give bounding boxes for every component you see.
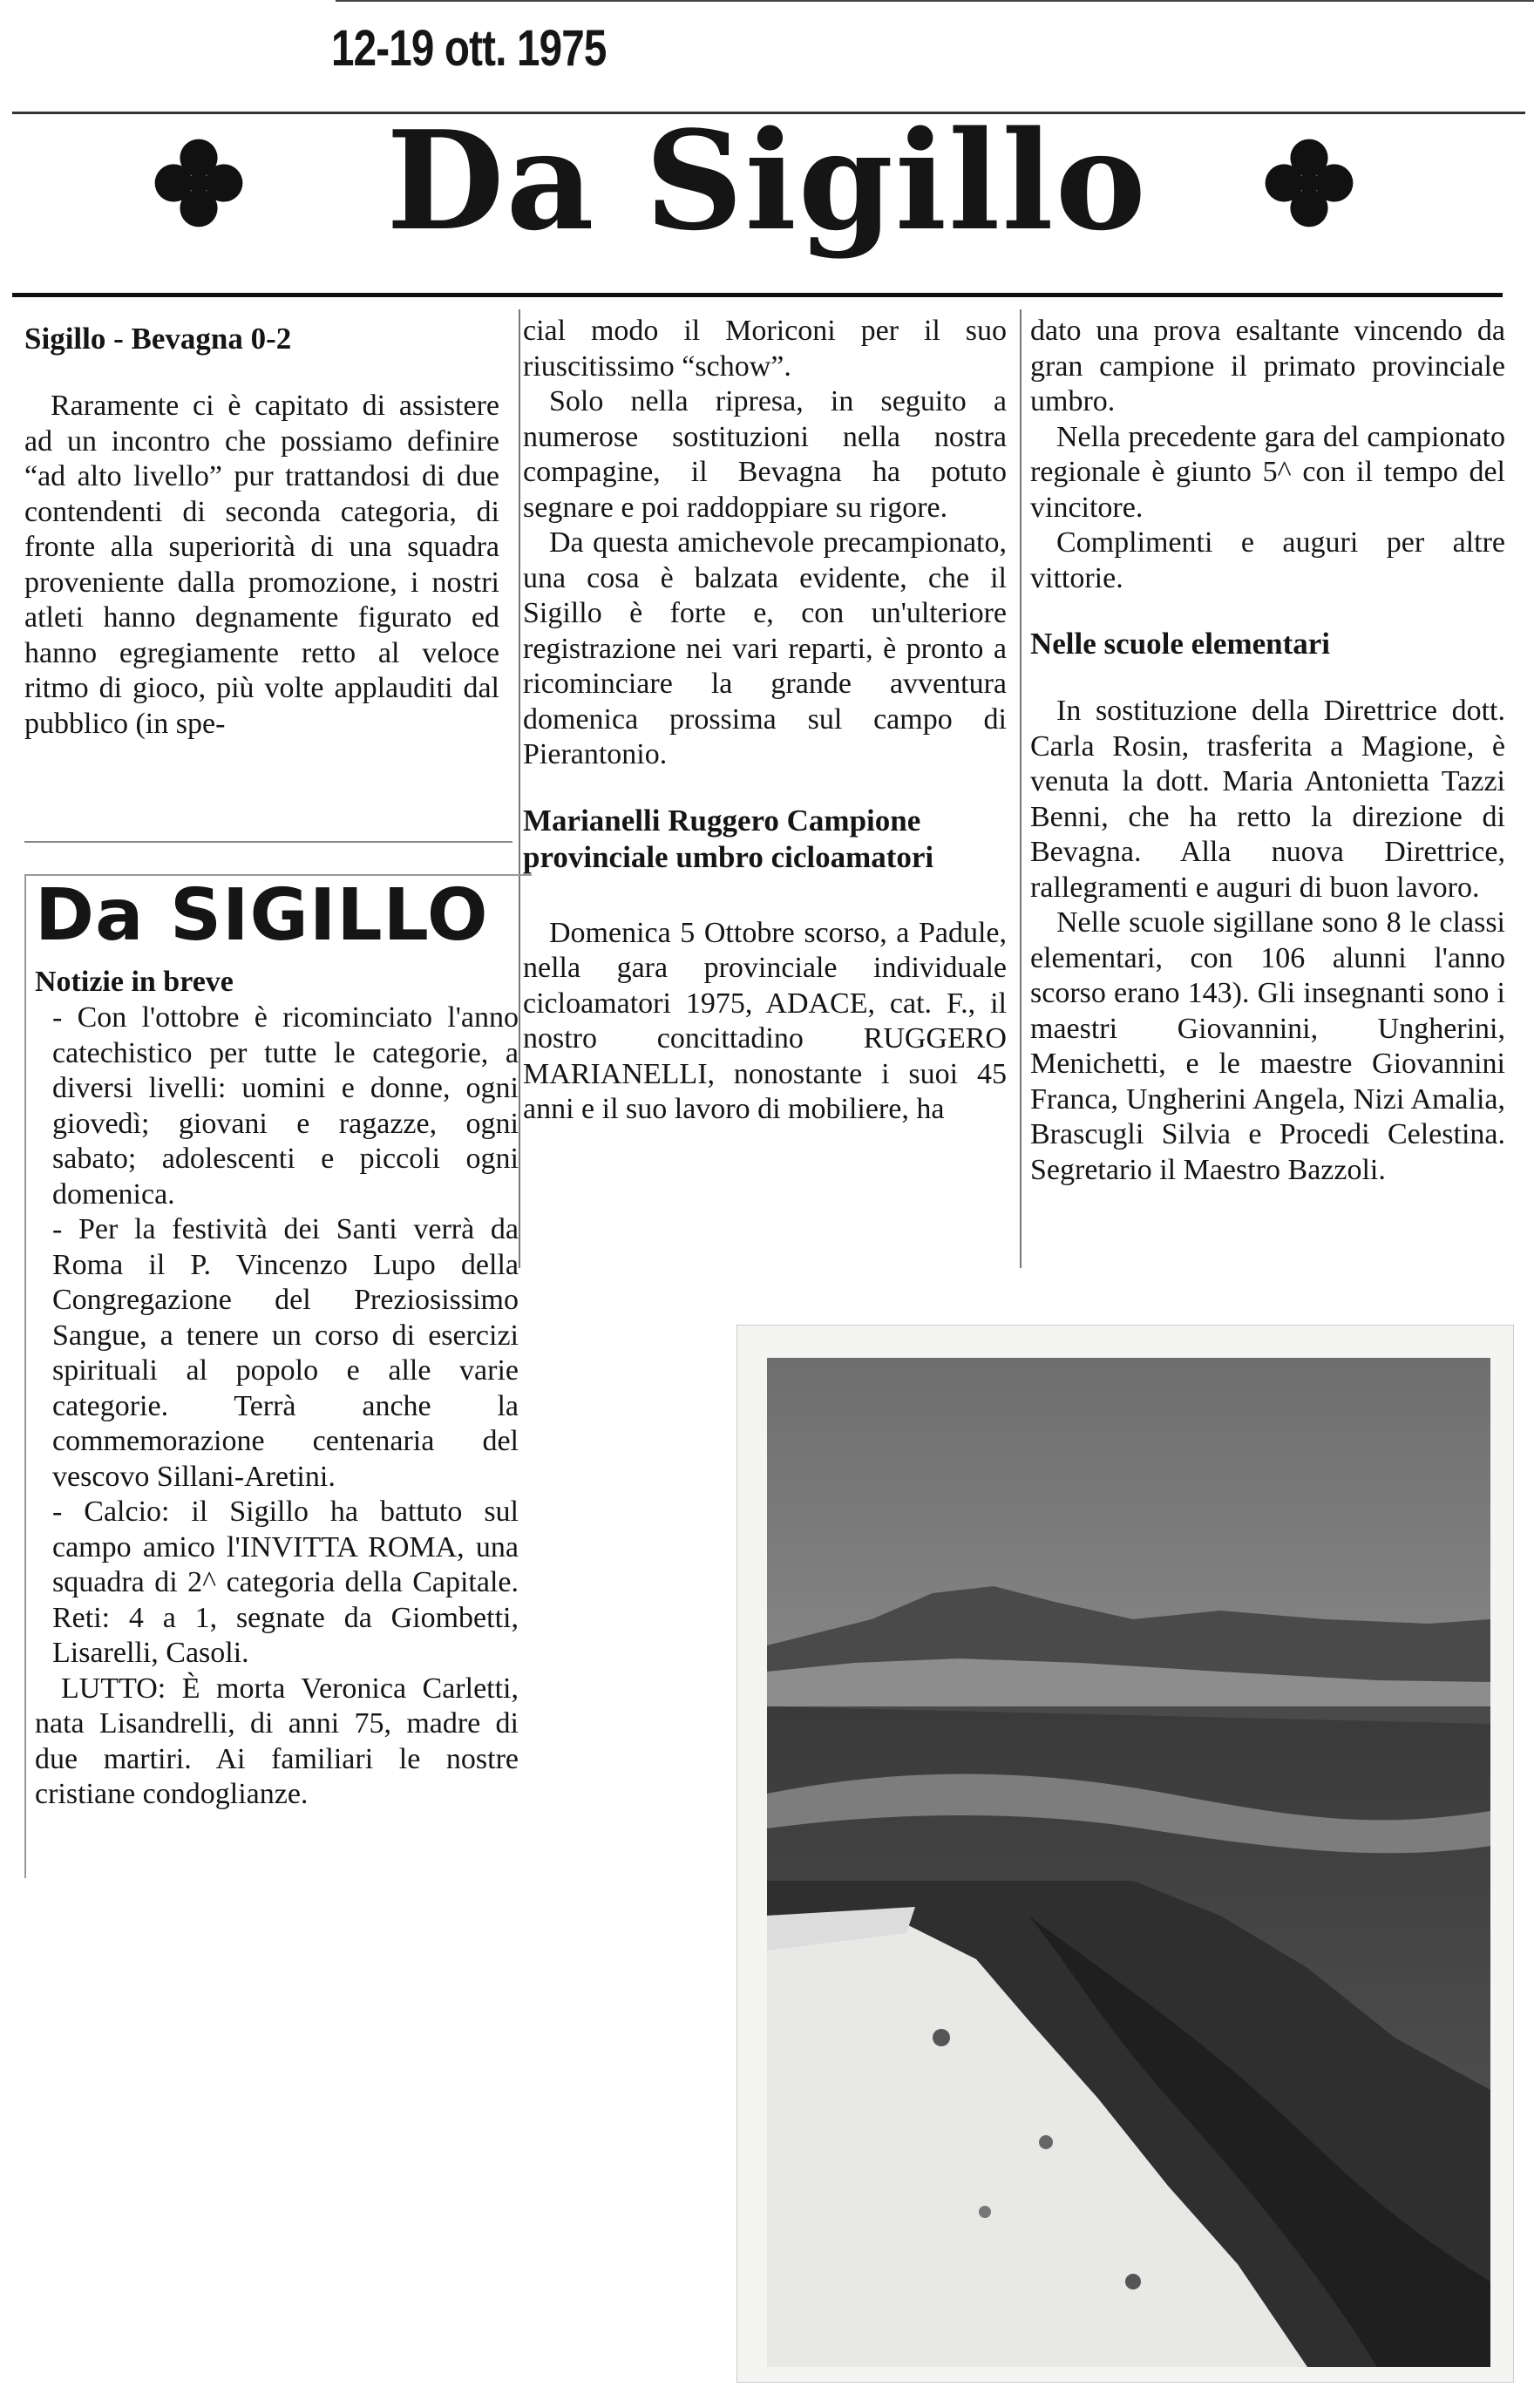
article-heading: Nelle scuole elementari <box>1030 627 1331 661</box>
notizie-lutto: LUTTO: È morta Veronica Carletti, nata Lisandrelli, di anni 75, madre di due martiri. Ai familiari le nostre cristiane condoglianze. <box>35 1672 519 1810</box>
notizie-subtitle: Notizie in breve <box>35 966 234 998</box>
article-paragraph: Raramente ci è capitato di assistere ad un incontro che possiamo definire “ad alto livello” pur trattandosi di due contendenti di seconda categoria, di fronte alla superiorità di una squadra proveniente dalla promozione, i nostri atleti hanno degnamente figurato ed hanno egregiamente retto al veloce ritmo di gioco, più volte applauditi dal pubblico (in spe- <box>24 390 499 740</box>
notizie-paragraph: - Calcio: il Sigillo ha battuto sul campo amico l'INVITTA ROMA, una squadra di 2^ categoria della Capitale. Reti: 4 a 1, segnate da Giombetti, Lisarelli, Casoli. <box>52 1496 519 1669</box>
landscape-photo <box>767 1358 1490 2367</box>
notizie-in-breve <box>35 874 519 1813</box>
article-paragraph: cial modo il Moriconi per il suo riuscitissimo “schow”. <box>523 315 1007 383</box>
article-heading: Sigillo - Bevagna 0-2 <box>24 322 292 356</box>
article-paragraph: Nella precedente gara del campionato regionale è giunto 5^ con il tempo del vincitore. <box>1030 420 1505 524</box>
article-paragraph: Complimenti e auguri per altre vittorie. <box>1030 526 1505 594</box>
article-sigillo-bevagna <box>24 321 499 742</box>
article-paragraph: Domenica 5 Ottobre scorso, a Padule, nella gara provinciale individuale cicloamatori 1975, ADACE, cat. F., il nostro concittadino RUGGERO MARIANELLI, nonostante i suoi 45 anni e il suo lavoro di mobiliere, ha <box>523 916 1007 1125</box>
article-paragraph: dato una prova esaltante vincendo da gran campione il primato provinciale umbro. <box>1030 315 1505 417</box>
section-divider <box>24 841 512 843</box>
article-heading: Marianelli Ruggero Campione provinciale umbro cicloamatori <box>523 803 934 874</box>
notizie-title: Da SIGILLO <box>35 874 489 957</box>
article-paragraph: In sostituzione della Direttrice dott. Carla Rosin, trasferita a Magione, è venuta la dott. Maria Antonietta Tazzi Benni, che ha retto la direzione di Bevagna. Alla nuova Direttrice, rallegramenti e auguri di buon lavoro. <box>1030 695 1505 904</box>
masthead-title: Da Sigillo <box>386 101 1148 261</box>
notizie-paragraph: - Per la festività dei Santi verrà da Roma il P. Vincenzo Lupo della Congregazione del Preziosissimo Sangue, a tenere un corso di esercizi spirituali al popolo e alle varie categorie. Terrà anche la commemorazione centenaria del vescovo Sillani-Aretini. <box>52 1213 519 1493</box>
masthead-rule <box>12 293 1503 297</box>
column-divider <box>1020 309 1022 1268</box>
notizie-paragraph: - Con l'ottobre è ricominciato l'anno catechistico per tutte le categorie, a diversi livelli: uomini e donne, ogni giovedì; giovani e ragazze, ogni sabato; adolescenti e piccoli ogni domenica. <box>52 1001 519 1211</box>
date-top-rule <box>336 0 1534 2</box>
article-column-2 <box>523 314 1007 1128</box>
clover-ornament-icon <box>1257 131 1361 235</box>
article-paragraph: Solo nella ripresa, in seguito a numerose sostituzioni nella nostra compagine, il Bevagna ha potuto segnare e poi raddoppiare su rigore. <box>523 385 1007 524</box>
clover-ornament-icon <box>146 131 251 235</box>
article-column-3 <box>1030 314 1505 1188</box>
article-paragraph: Nelle scuole sigillane sono 8 le classi elementari, con 106 alunni l'anno scorso erano 143). Gli insegnanti sono i maestri Giovannini, Ungherini, Menichetti, e le maestre Giovannini Franca, Ungherini Angela, Nizi Amalia, Brascugli Silvia e Procedi Celestina. Segretario il Maestro Bazzoli. <box>1030 906 1505 1186</box>
article-paragraph: Da questa amichevole precampionato, una cosa è balzata evidente, che il Sigillo è forte e, con un'ulteriore registrazione nei vari reparti, è pronto a ricominciare la grande avventura domenica prossima sul campo di Pierantonio. <box>523 526 1007 770</box>
clipping-date: 12-19 ott. 1975 <box>331 20 607 77</box>
